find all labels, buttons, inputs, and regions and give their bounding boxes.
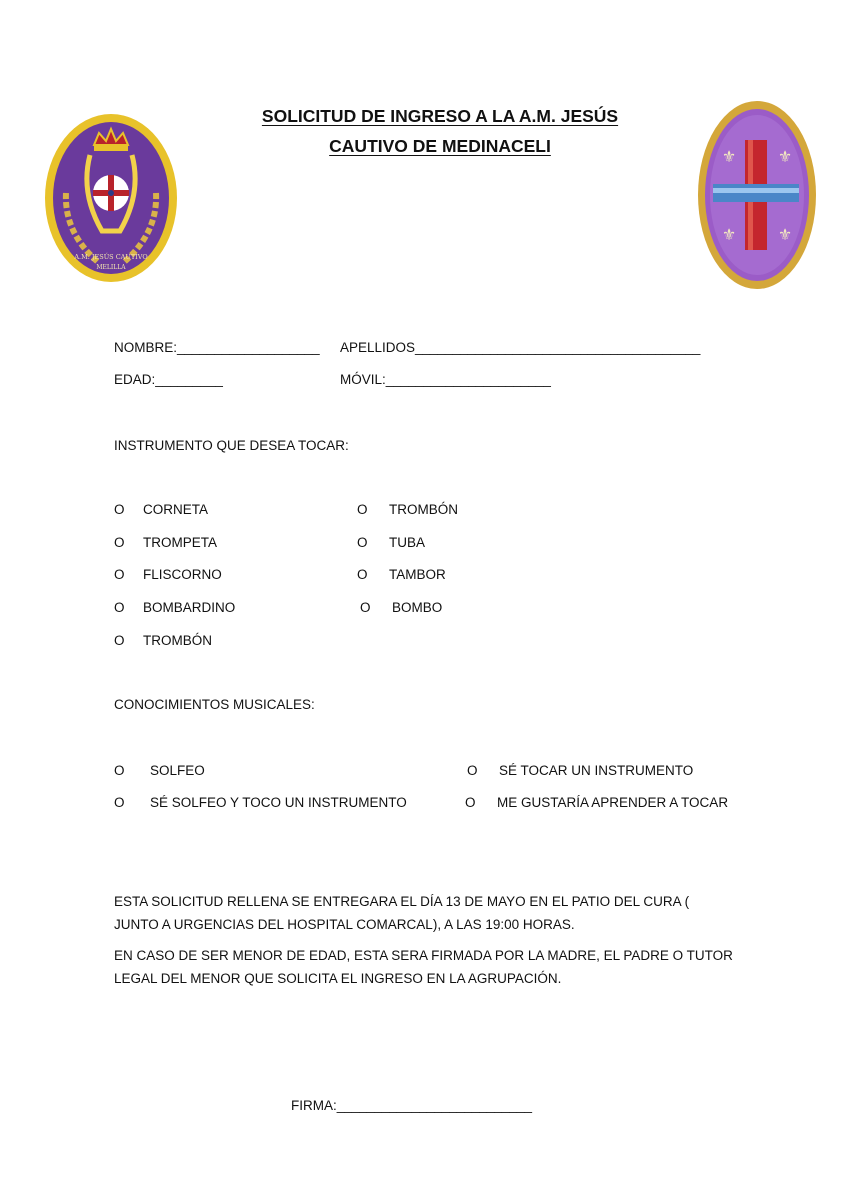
right-crest-logo [697, 100, 817, 290]
option-trombon: TROMBÓN [143, 633, 212, 648]
left-crest-logo [44, 113, 178, 283]
nombre-field[interactable]: NOMBRE:___________________ [114, 340, 320, 355]
page-title-line1: SOLICITUD DE INGRESO A LA A.M. JESÚS [261, 106, 619, 126]
svg-text:⚜: ⚜ [721, 147, 737, 166]
option-marker[interactable]: O [114, 633, 125, 648]
svg-text:⚜: ⚜ [721, 225, 737, 244]
knowledge-heading: CONOCIMIENTOS MUSICALES: [114, 697, 315, 712]
option-tuba: TUBA [389, 535, 426, 550]
logo-text-line1: A.M. JESÚS CAUTIVO [74, 253, 148, 261]
option-marker[interactable]: O [114, 502, 125, 517]
option-marker[interactable]: O [114, 535, 125, 550]
option-bombo: BOMBO [392, 600, 443, 615]
option-toco-instrumento: SÉ TOCAR UN INSTRUMENTO [499, 763, 694, 778]
option-solfeo: SOLFEO [150, 763, 205, 778]
edad-field[interactable]: EDAD:_________ [114, 372, 223, 387]
page-title-line2: CAUTIVO DE MEDINACELI [329, 136, 551, 156]
option-marker[interactable]: O [467, 763, 478, 778]
option-marker[interactable]: O [114, 763, 125, 778]
crest-icon [44, 113, 178, 283]
movil-field[interactable]: MÓVIL:______________________ [340, 372, 551, 387]
option-tambor: TAMBOR [389, 567, 446, 582]
option-marker[interactable]: O [114, 567, 125, 582]
cross-emblem-icon [697, 100, 817, 290]
signature-field[interactable]: FIRMA:__________________________ [291, 1098, 532, 1113]
option-marker[interactable]: O [360, 600, 371, 615]
option-marker[interactable]: O [357, 567, 368, 582]
delivery-note: ESTA SOLICITUD RELLENA SE ENTREGARA EL DÍA 13 DE MAYO EN EL PATIO DEL CURA ( JUNTO A URGENCIAS DEL HOSPITAL COMARCAL), A LAS 19:00 HORAS. [114, 894, 690, 932]
option-trombon-right: TROMBÓN [389, 502, 458, 517]
svg-text:⚜: ⚜ [777, 147, 793, 166]
svg-text:⚜: ⚜ [777, 225, 793, 244]
option-marker[interactable]: O [114, 795, 125, 810]
option-solfeo-instrumento: SÉ SOLFEO Y TOCO UN INSTRUMENTO [150, 795, 407, 810]
option-fliscorno: FLISCORNO [143, 567, 222, 582]
option-trompeta: TROMPETA [143, 535, 217, 550]
instrument-heading: INSTRUMENTO QUE DESEA TOCAR: [114, 438, 349, 453]
logo-text-line2: MELILLA [96, 264, 126, 271]
option-corneta: CORNETA [143, 502, 209, 517]
option-marker[interactable]: O [465, 795, 476, 810]
option-marker[interactable]: O [357, 535, 368, 550]
option-marker[interactable]: O [114, 600, 125, 615]
minor-note: EN CASO DE SER MENOR DE EDAD, ESTA SERA FIRMADA POR LA MADRE, EL PADRE O TUTOR LEGAL DEL MENOR QUE SOLICITA EL INGRESO EN LA AGRUPACIÓN. [114, 948, 733, 986]
apellidos-field[interactable]: APELLIDOS______________________________________ [340, 340, 701, 355]
option-bombardino: BOMBARDINO [143, 600, 236, 615]
option-marker[interactable]: O [357, 502, 368, 517]
option-aprender: ME GUSTARÍA APRENDER A TOCAR [497, 795, 729, 810]
